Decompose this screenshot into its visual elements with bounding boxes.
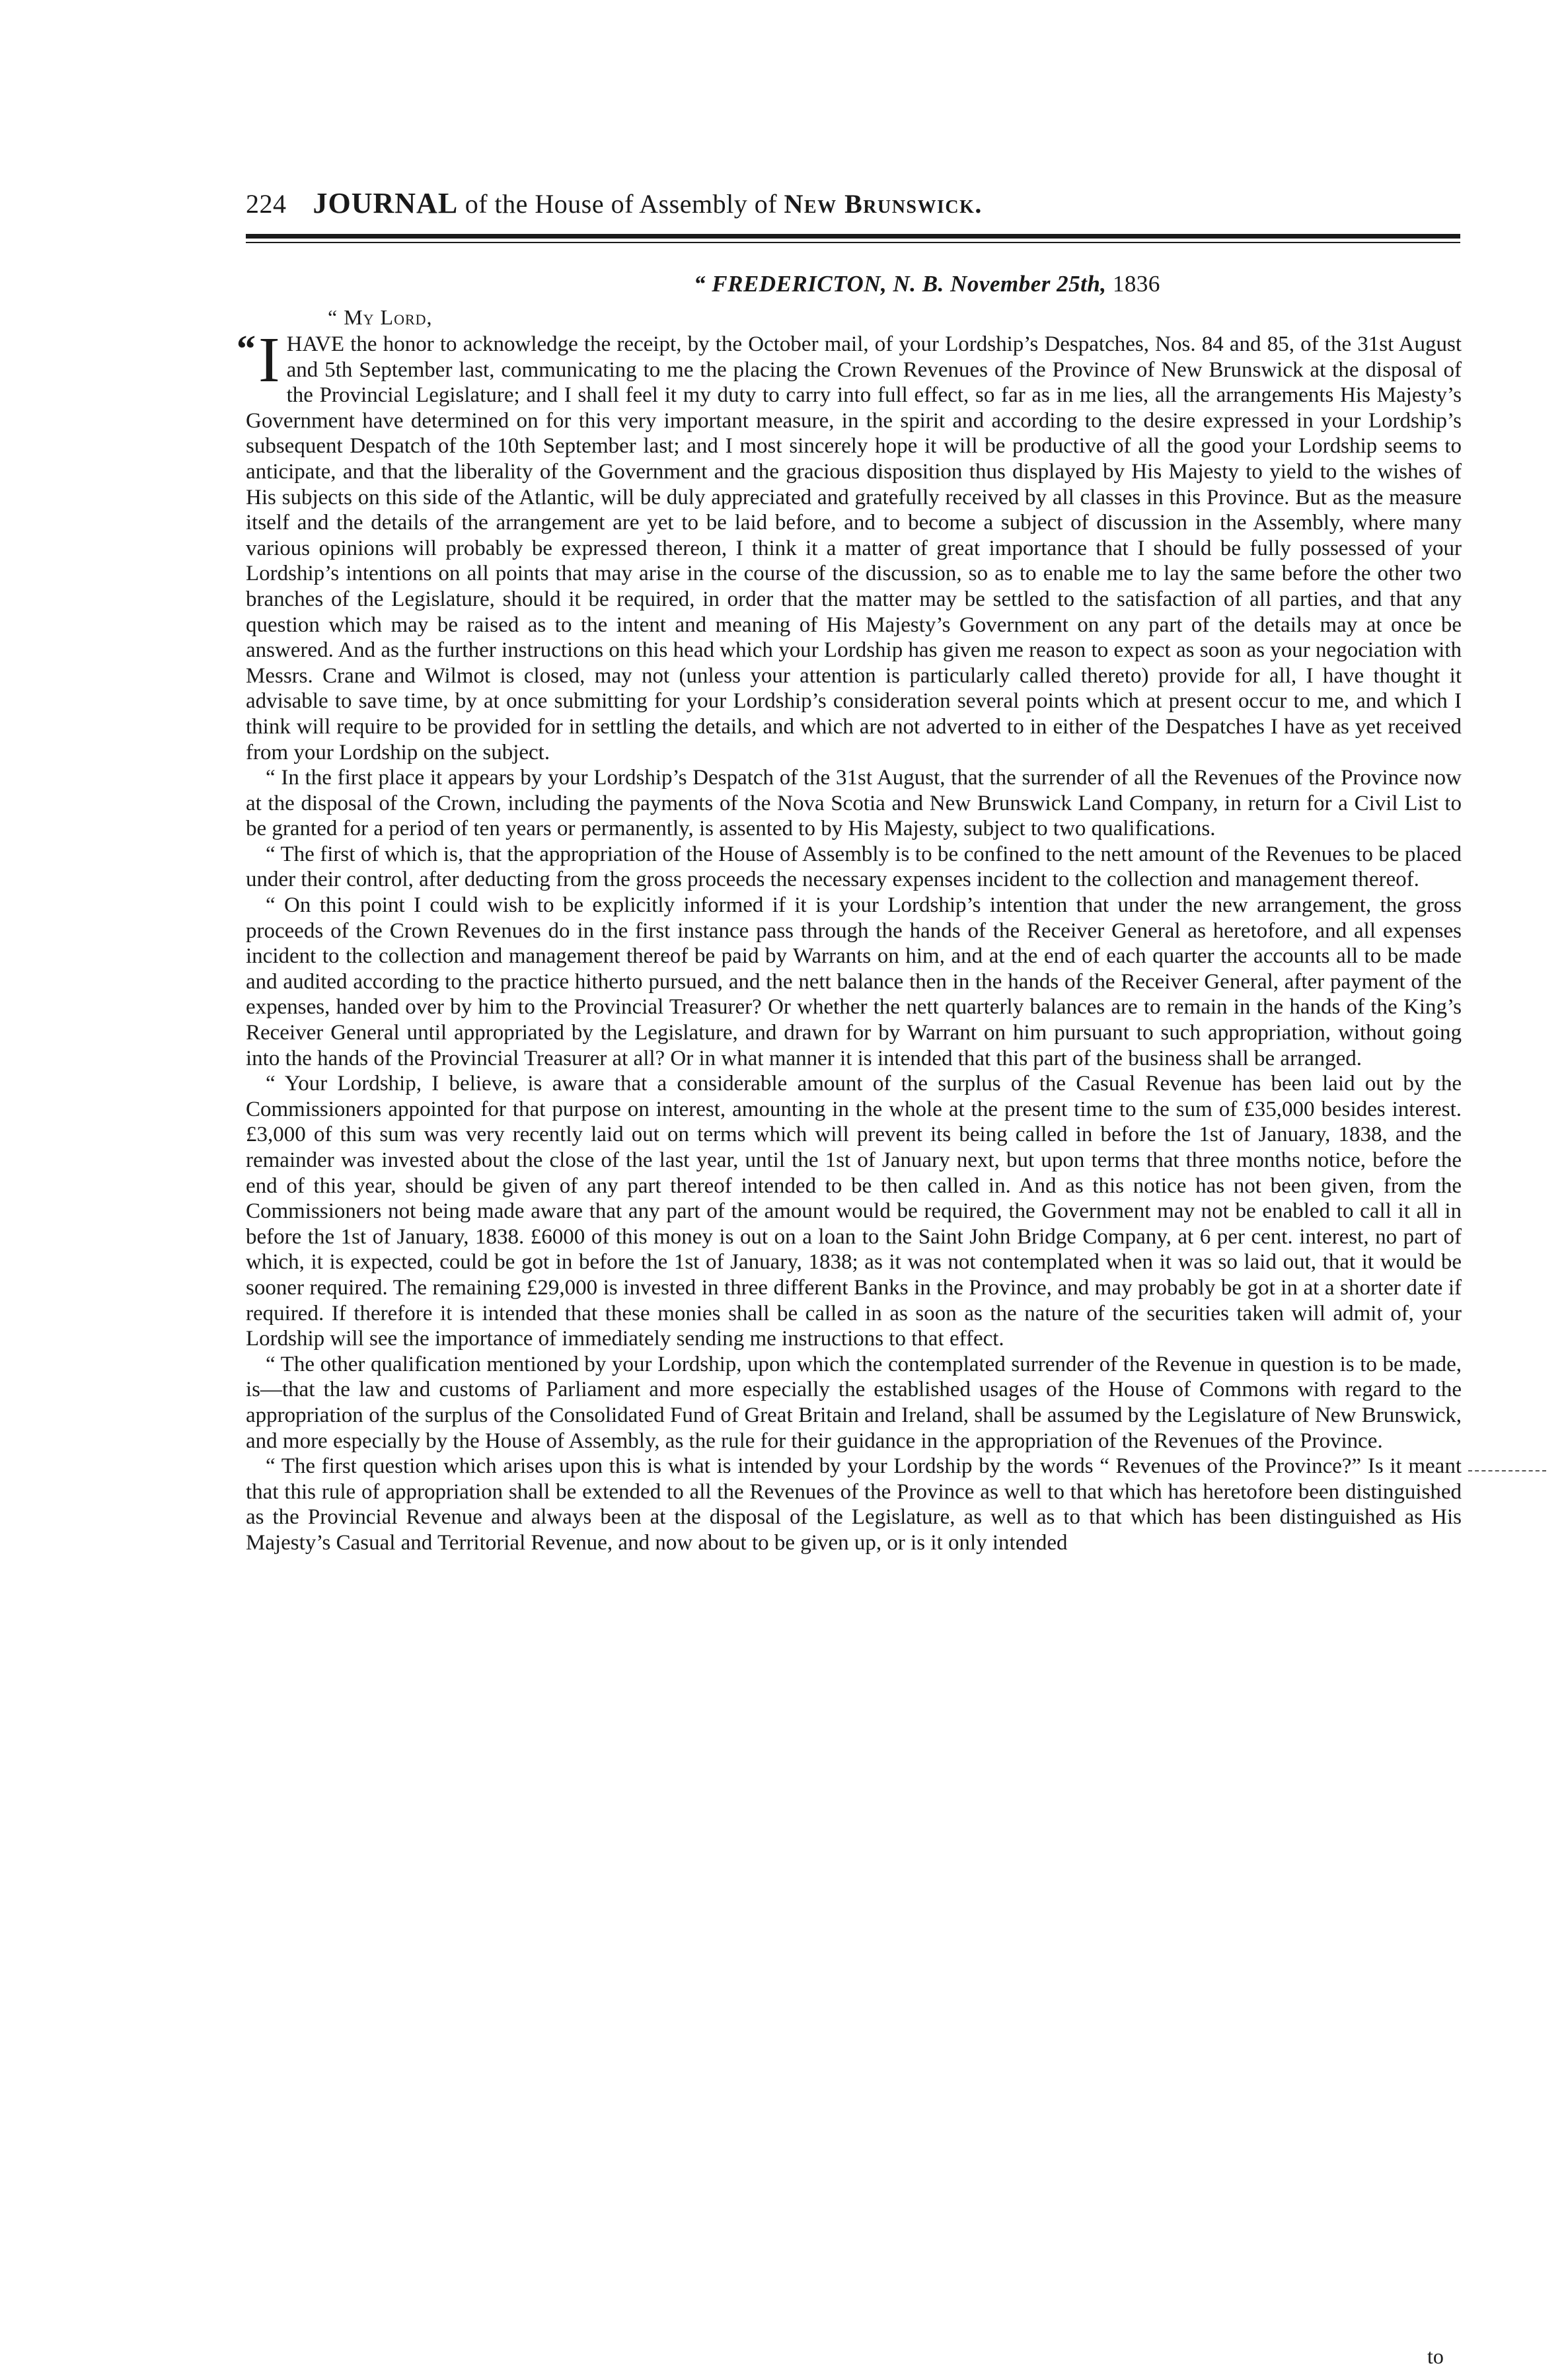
letter-dateline xyxy=(694,271,1160,297)
running-head-title xyxy=(313,186,983,220)
running-header xyxy=(246,186,1462,226)
header-rule-thin xyxy=(246,242,1460,243)
journal-word: JOURNAL xyxy=(313,187,459,219)
opening-quote-mark: “ xyxy=(237,327,256,370)
paragraph-6: “ The other qualification mentioned by your Lordship, upon which the contemplated surrender of the Revenue in question is to be made, is—that the law and customs of Parliament and more especially the established usages of the House of Commons with regard to the appropriation of the surplus of the Consolidated Fund of Great Britain and Ireland, shall be assumed by the Legislature of New Brunswick, and more especially by the House of Assembly, as the rule for their guidance in the appropriation of the Revenues of the Province. xyxy=(246,1352,1462,1453)
province-name: New Brunswick. xyxy=(784,189,983,219)
letter-salutation: “ My Lord, xyxy=(328,305,433,329)
dateline-year: 1836 xyxy=(1112,271,1160,297)
paragraph-5: “ Your Lordship, I believe, is aware that a considerable amount of the surplus of the Casual Revenue has been laid out by the Commissioners appointed for that purpose on interest, amounting in the whole at the present time to the sum of £35,000 besides interest. £3,000 of this sum was very recently laid out on terms which will prevent its being called in before the 1st of January, 1838, and the remainder was invested about the close of the last year, until the 1st of January next, but upon terms that three months notice, before the end of this year, should be given of any part thereof intended to be then called in. And as this notice has not been given, from the Commissioners not being made aware that any part of the amount would be required, the Government may not be enabled to call it all in before the 1st of January, 1838. £6000 of this money is out on a loan to the Saint John Bridge Company, at 6 per cent. interest, no part of which, it is expected, could be got in before the 1st of January, 1838; as it was not contemplated when it was so laid out, that it would be sooner required. The remaining £29,000 is invested in three different Banks in the Province, and may probably be got in at a shorter date if required. If therefore it is intended that these monies shall be called in as soon as the nature of the securities taken will admit of, your Lordship will see the importance of immediately sending me instructions to that effect. xyxy=(246,1072,1462,1351)
margin-mark xyxy=(1468,1470,1546,1471)
house-phrase: of the House of Assembly of xyxy=(465,189,778,219)
paragraph-4: “ On this point I could wish to be explicitly informed if it is your Lordship’s intention that under the new arrangement, the gross proceeds of the Crown Revenues do in the first instance pass through the hands of the Receiver General as heretofore, and all expenses incident to the collection and management thereof be paid by Warrants on him, and at the end of each quarter the accounts all to be made and audited according to the practice hitherto pursued, and the nett balance then in the hands of the Receiver General, after payment of the expenses, handed over by him to the Provincial Treasurer? Or whether the nett quarterly balances are to remain in the hands of the King’s Receiver General until appropriated by the Legislature, and drawn for by Warrant on him pursuant to such appropriation, without going into the hands of the Provincial Treasurer at all? Or in what manner it is intended that this part of the business shall be arranged. xyxy=(246,893,1462,1070)
paragraph-text: HAVE the honor to acknowledge the receipt, by the October mail, of your Lordship’s Despatches, Nos. 84 and 85, of the 31st August and 5th September last, communicating to me the placing the Crown Revenues of the Province of New Brunswick at the disposal of the Provincial Legislature; and I shall feel it my duty to carry into full effect, so far as in me lies, all the arrangements His Majesty’s Government have determined on for this very important measure, in the spirit and according to the desire expressed in your Lordship’s subsequent Despatch of the 10th September last; and I most sincerely hope it will be productive of all the good your Lordship seems to anticipate, and that the liberality of the Government and the gracious disposition thus displayed by His Majesty to yield to the wishes of His subjects on this side of the Atlantic, will be duly appreciated and gratefully received by all classes in this Province. But as the measure itself and the details of the arrangement are yet to be laid before, and to become a subject of discussion in the Assembly, where many various opinions will probably be expressed thereon, I think it a matter of great importance that I should be fully possessed of your Lordship’s intentions on all points that may arise in the course of the discussion, so as to enable me to lay the same before the other two branches of the Legislature, should it be required, in order that the matter may be settled to the satisfaction of all parties, and that any question which may be raised as to the intent and meaning of His Majesty’s Government on any part of the details may at once be answered. And as the further instructions on this head which your Lordship has given me reason to expect as soon as your negociation with Messrs. Crane and Wilmot is closed, may not (unless your attention is particularly called thereto) provide for all, I have thought it advisable to save time, by at once submitting for your Lordship’s consideration several points which at present occur to me, and which I think will require to be provided for in settling the details, and which are not adverted to in either of the Despatches I have as yet received from your Lordship on the subject. xyxy=(246,332,1462,764)
drop-cap: I xyxy=(258,324,280,396)
paragraph-1 xyxy=(237,324,1462,765)
dateline-place: “ FREDERICTON, N. B. November 25th, xyxy=(694,271,1107,297)
paragraph-7: “ The first question which arises upon this is what is intended by your Lordship by the words “ Revenues of the Province?” Is it meant that this rule of appropriation shall be extended to all the Revenues of the Province as well to that which has heretofore been distinguished as the Provincial Revenue and always been at the disposal of the Legislature, as well as to that which has been distinguished as His Majesty’s Casual and Territorial Revenue, and now about to be given up, or is it only intended xyxy=(246,1454,1462,1555)
catchword: to xyxy=(1427,2344,1444,2368)
header-rule-thick xyxy=(246,234,1460,239)
page-number: 224 xyxy=(246,189,287,219)
paragraph-3: “ The first of which is, that the appropriation of the House of Assembly is to be confined to the nett amount of the Revenues to be placed under their control, after deducting from the gross proceeds the necessary expenses incident to the collection and management thereof. xyxy=(246,842,1462,892)
paragraph-2: “ In the first place it appears by your Lordship’s Despatch of the 31st August, that the surrender of all the Revenues of the Province now at the disposal of the Crown, including the payments of the Nova Scotia and New Brunswick Land Company, in return for a Civil List to be granted for a period of ten years or permanently, is assented to by His Majesty, subject to two qualifications. xyxy=(246,766,1462,841)
letter-body xyxy=(237,324,1462,1556)
